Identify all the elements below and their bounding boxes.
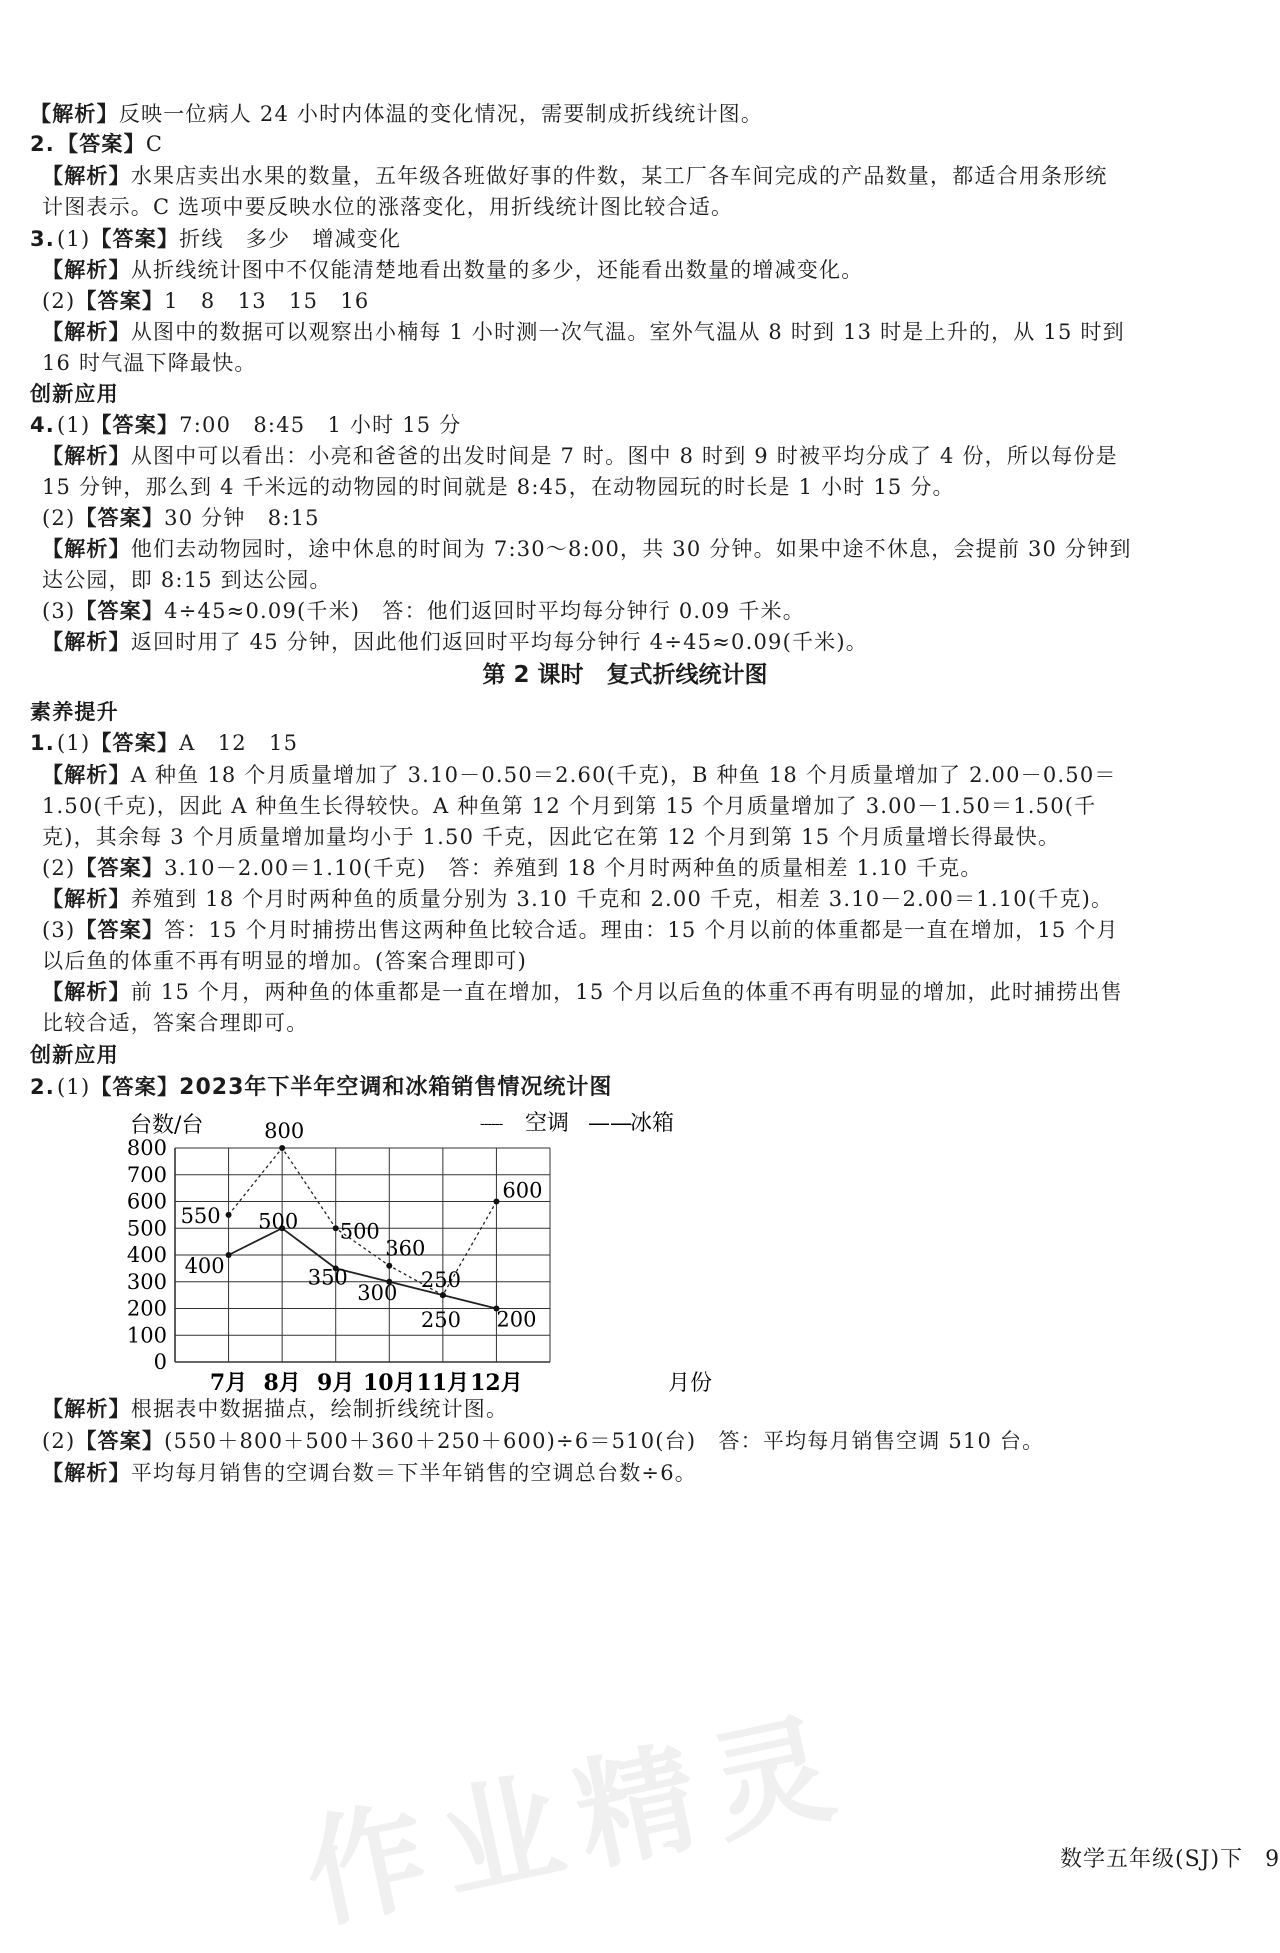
data-label: 200 bbox=[496, 1307, 537, 1332]
data-label: 500 bbox=[339, 1219, 380, 1244]
explanation-line: 【解析】从图中可以看出：小亮和爸爸的出发时间是 7 时。图中 8 时到 9 时被平均分成了 4 份，所以每份是 bbox=[42, 444, 1118, 468]
explanation-line: 【解析】A 种鱼 18 个月质量增加了 3.10－0.50＝2.60(千克)，B 种鱼 18 个月质量增加了 2.00－0.50＝ bbox=[42, 763, 1117, 787]
x-tick-label: 10月 bbox=[362, 1370, 416, 1396]
question-4-answer-2: (2)【答案】30 分钟 8:15 bbox=[42, 506, 320, 530]
x-tick-label: 8月 bbox=[263, 1370, 301, 1396]
chart-series bbox=[181, 1119, 543, 1332]
explanation-line: 【解析】根据表中数据描点，绘制折线统计图。 bbox=[42, 1397, 509, 1421]
data-label: 600 bbox=[502, 1178, 543, 1203]
question-1-answer-2: (2)【答案】3.10－2.00＝1.10(千克) 答：养殖到 18 个月时两种鱼的质量相差 1.10 千克。 bbox=[42, 856, 983, 880]
data-point bbox=[226, 1252, 232, 1258]
y-axis-ticks bbox=[127, 1136, 167, 1374]
section-heading: 创新应用 bbox=[30, 382, 119, 406]
data-label: 250 bbox=[420, 1308, 461, 1333]
data-label: 300 bbox=[357, 1280, 398, 1305]
question-4-answer-3: (3)【答案】4÷45≈0.09(千米) 答：他们返回时平均每分钟行 0.09 千米。 bbox=[42, 599, 805, 623]
data-label: 550 bbox=[180, 1203, 221, 1228]
explanation-line: 【解析】从图中的数据可以观察出小楠每 1 小时测一次气温。室外气温从 8 时到 13 时是上升的，从 15 时到 bbox=[42, 320, 1125, 344]
explanation-line: 以后鱼的体重不再有明显的增加。(答案合理即可) bbox=[42, 949, 527, 973]
y-tick-label: 600 bbox=[126, 1189, 167, 1214]
page-footer bbox=[1060, 1842, 1280, 1873]
chart-legend bbox=[480, 1111, 674, 1136]
x-tick-label: 7月 bbox=[209, 1370, 248, 1396]
explanation-line: 【解析】反映一位病人 24 小时内体温的变化情况，需要制成折线统计图。 bbox=[30, 102, 764, 126]
watermark: 作业精灵 bbox=[293, 1695, 863, 1947]
question-4-answer-1: 4.(1)【答案】7:00 8:45 1 小时 15 分 bbox=[30, 413, 462, 437]
section-heading: 创新应用 bbox=[30, 1043, 119, 1067]
x-tick-label: 11月 bbox=[416, 1370, 470, 1396]
explanation-line: 【解析】养殖到 18 个月时两种鱼的质量分别为 3.10 千克和 2.00 千克，相差 3.10－2.00＝1.10(千克)。 bbox=[42, 887, 1114, 911]
x-axis-ticks bbox=[210, 1370, 523, 1396]
explanation-line: 15 分钟，那么到 4 千米远的动物园的时间就是 8:45，在动物园玩的时长是 1 小时 15 分。 bbox=[42, 475, 955, 499]
data-label: 250 bbox=[420, 1268, 461, 1293]
question-2-answer-1: 2.(1)【答案】2023年下半年空调和冰箱销售情况统计图 bbox=[30, 1075, 613, 1100]
data-point bbox=[226, 1212, 232, 1218]
explanation-line: 【解析】返回时用了 45 分钟，因此他们返回时平均每分钟行 4÷45≈0.09(千米)。 bbox=[42, 630, 868, 654]
data-label: 360 bbox=[385, 1236, 426, 1261]
chart-title: 2023年下半年空调和冰箱销售情况统计图 bbox=[179, 1075, 613, 1100]
explanation-line: 【解析】他们去动物园时，途中休息的时间为 7:30～8:00，共 30 分钟。如果中途不休息，会提前 30 分钟到 bbox=[42, 537, 1132, 561]
data-label: 500 bbox=[258, 1209, 299, 1234]
data-point bbox=[279, 1145, 285, 1151]
explanation-line: 16 时气温下降最快。 bbox=[42, 351, 257, 375]
legend-dashed-marker: ------ bbox=[480, 1116, 503, 1132]
data-point bbox=[493, 1199, 499, 1205]
footer-subject: 数学五年级(SJ)下 bbox=[1060, 1847, 1244, 1872]
explanation-line: 克)，其余每 3 个月质量增加量均小于 1.50 千克，因此它在第 12 个月到第 15 个月质量增长得最快。 bbox=[42, 825, 1061, 849]
section-heading: 素养提升 bbox=[30, 700, 119, 724]
y-tick-label: 400 bbox=[126, 1243, 167, 1267]
x-tick-label: 9月 bbox=[317, 1370, 355, 1396]
question-2-answer: 2.【答案】C bbox=[30, 132, 164, 156]
data-point bbox=[440, 1292, 446, 1298]
explanation-line: 【解析】平均每月销售的空调台数＝下半年销售的空调总台数÷6。 bbox=[42, 1461, 697, 1485]
explanation-line: 达公园，即 8:15 到达公园。 bbox=[42, 568, 332, 592]
question-1-answer-3: (3)【答案】答：15 个月时捕捞出售这两种鱼比较合适。理由：15 个月以前的体重都是一直在增加，15 个月 bbox=[42, 918, 1119, 942]
x-axis-label: 月份 bbox=[668, 1371, 713, 1396]
data-label: 400 bbox=[184, 1254, 225, 1278]
page-number: 9 bbox=[1265, 1847, 1280, 1872]
explanation-line: 【解析】前 15 个月，两种鱼的体重都是一直在增加，15 个月以后鱼的体重不再有明显的增加，此时捕捞出售 bbox=[42, 980, 1123, 1004]
y-tick-label: 300 bbox=[126, 1269, 167, 1294]
y-tick-label: 100 bbox=[126, 1323, 167, 1348]
y-tick-label: 700 bbox=[126, 1162, 167, 1187]
question-3-answer-1: 3.(1)【答案】折线 多少 增减变化 bbox=[30, 227, 402, 251]
legend-label-fridge: 冰箱 bbox=[630, 1111, 675, 1136]
data-label: 800 bbox=[264, 1119, 305, 1143]
data-label: 350 bbox=[307, 1265, 348, 1290]
line-chart bbox=[120, 1100, 760, 1410]
y-tick-label: 200 bbox=[126, 1296, 167, 1321]
explanation-line: 比较合适，答案合理即可。 bbox=[42, 1011, 309, 1035]
y-tick-label: 500 bbox=[126, 1216, 167, 1241]
data-point bbox=[386, 1263, 392, 1269]
y-tick-label: 0 bbox=[153, 1350, 167, 1374]
data-point bbox=[333, 1225, 339, 1231]
question-1-answer-1: 1.(1)【答案】A 12 15 bbox=[30, 731, 299, 755]
explanation-line: 计图表示。C 选项中要反映水位的涨落变化，用折线统计图比较合适。 bbox=[42, 195, 734, 219]
question-2-answer-2: (2)【答案】(550＋800＋500＋360＋250＋600)÷6＝510(台) 答：平均每月销售空调 510 台。 bbox=[42, 1429, 1045, 1453]
y-tick-label: 800 bbox=[126, 1136, 167, 1160]
explanation-line: 【解析】从折线统计图中不仅能清楚地看出数量的多少，还能看出数量的增减变化。 bbox=[42, 258, 864, 282]
question-3-answer-2: (2)【答案】1 8 13 15 16 bbox=[42, 289, 370, 313]
legend-solid-marker: —— bbox=[588, 1111, 632, 1136]
explanation-line: 【解析】水果店卖出水果的数量，五年级各班做好事的件数，某工厂各车间完成的产品数量，都适合用条形统 bbox=[42, 164, 1108, 188]
legend-label-ac: 空调 bbox=[525, 1111, 570, 1136]
explanation-line: 1.50(千克)，因此 A 种鱼生长得较快。A 种鱼第 12 个月到第 15 个月质量增加了 3.00－1.50＝1.50(千 bbox=[42, 794, 1097, 818]
lesson-title: 第 2 课时 复式折线统计图 bbox=[482, 662, 768, 688]
x-tick-label: 12月 bbox=[470, 1370, 523, 1396]
y-axis-label: 台数/台 bbox=[130, 1113, 204, 1138]
